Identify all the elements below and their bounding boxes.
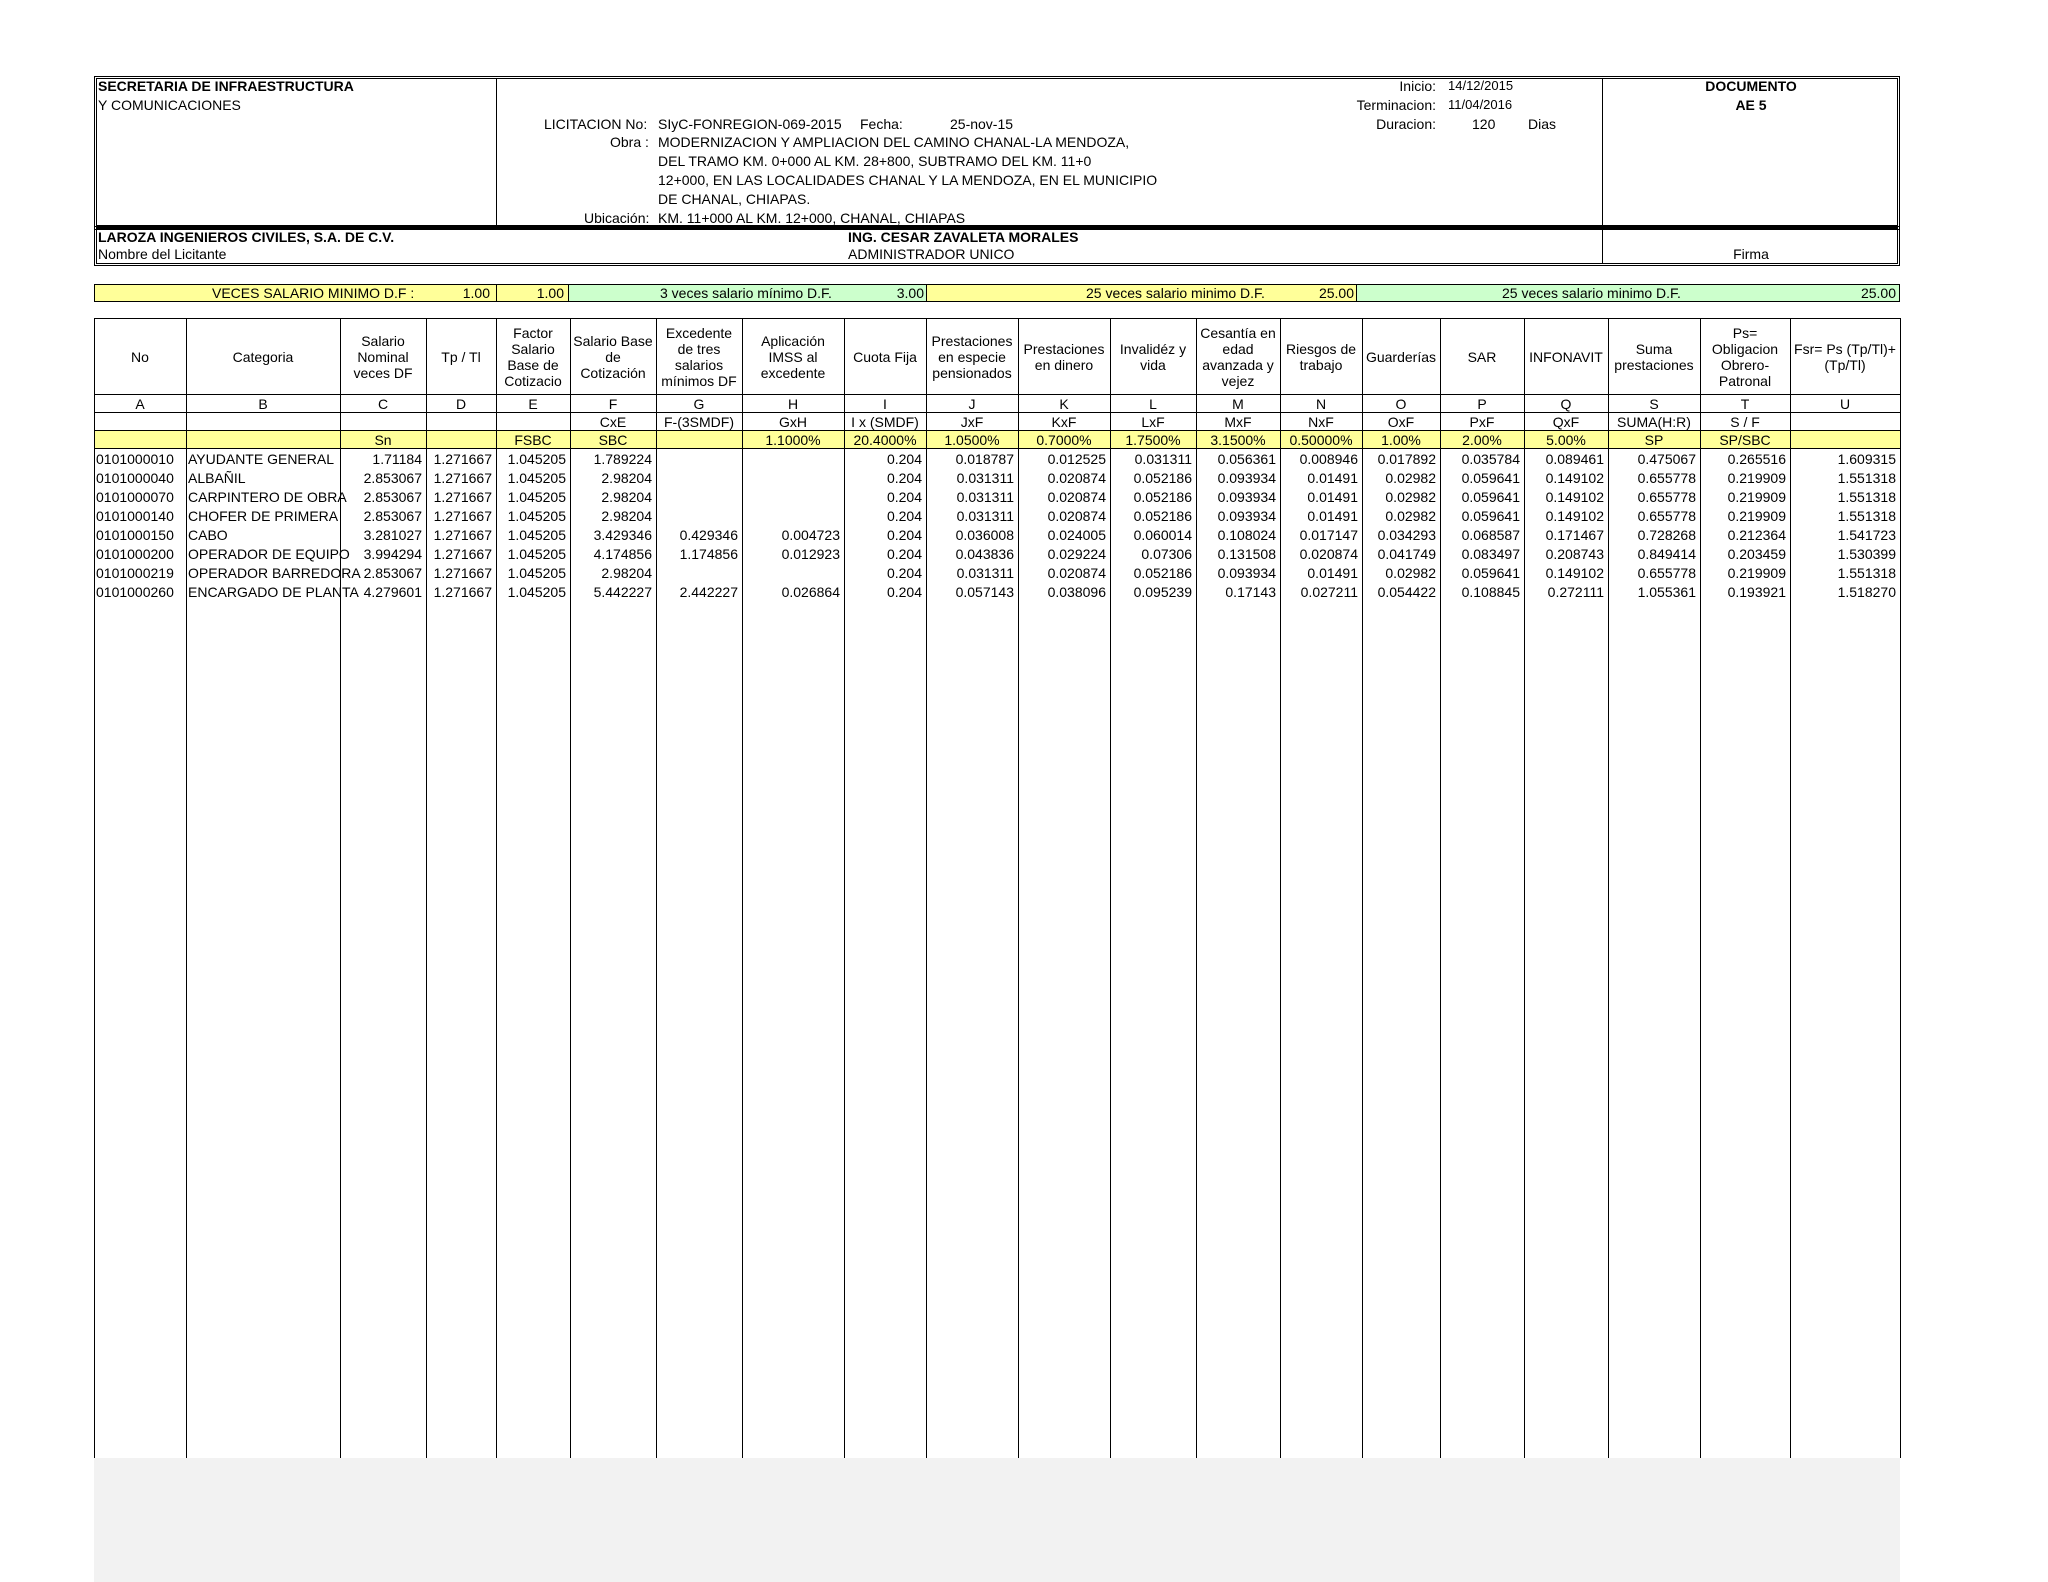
column-letter: S	[1649, 396, 1659, 412]
row-value: 0.031311	[956, 489, 1014, 505]
row-value: 1.518270	[1837, 584, 1896, 600]
row-value: 0.108024	[1217, 527, 1276, 543]
representative-title: ADMINISTRADOR UNICO	[848, 246, 1015, 262]
row-value: 0.093934	[1217, 489, 1276, 505]
row-value: 0.089461	[1545, 451, 1604, 467]
row-value: 0.149102	[1545, 470, 1604, 486]
column-formula: QxF	[1552, 414, 1580, 430]
org-title: SECRETARIA DE INFRAESTRUCTURA	[98, 78, 354, 94]
column-formula: GxH	[779, 414, 807, 430]
row-value: 0.052186	[1133, 508, 1192, 524]
column-letter: G	[693, 396, 705, 412]
row-category: CARPINTERO DE OBRA	[188, 489, 347, 505]
row-value: 3.994294	[363, 546, 422, 562]
row-value: 0.204	[886, 584, 922, 600]
row-value: 4.174856	[593, 546, 652, 562]
row-value: 1.045205	[507, 508, 566, 524]
row-value: 0.093934	[1217, 508, 1276, 524]
column-formula: OxF	[1387, 414, 1415, 430]
documento-label: DOCUMENTO	[1705, 78, 1797, 94]
row-value: 0.219909	[1727, 489, 1786, 505]
obra-line-4: DE CHANAL, CHIAPAS.	[658, 191, 811, 207]
row-value: 0.059641	[1461, 489, 1520, 505]
column-formula: CxE	[599, 414, 627, 430]
row-category: OPERADOR DE EQUIPO	[188, 546, 350, 562]
row-value: 0.054422	[1377, 584, 1436, 600]
row-value: 0.728268	[1637, 527, 1696, 543]
column-letter: T	[1740, 396, 1750, 412]
column-letter: H	[787, 396, 799, 412]
inicio-value: 14/12/2015	[1448, 78, 1514, 93]
column-rate: SP/SBC	[1719, 432, 1771, 448]
row-value: 1.271667	[433, 451, 492, 467]
row-value: 0.059641	[1461, 565, 1520, 581]
firma-label: Firma	[1733, 246, 1769, 262]
column-rate: FSBC	[514, 432, 552, 448]
column-rate: 1.0500%	[944, 432, 1000, 448]
row-value: 0.204	[886, 489, 922, 505]
column-formula: LxF	[1141, 414, 1165, 430]
row-value: 1.530399	[1837, 546, 1896, 562]
row-value: 0.052186	[1133, 489, 1192, 505]
row-line	[94, 318, 1900, 319]
row-value: 0.029224	[1047, 546, 1106, 562]
row-value: 0.093934	[1217, 470, 1276, 486]
column-letter: F	[608, 396, 618, 412]
column-rate: SBC	[598, 432, 628, 448]
row-value: 0.060014	[1133, 527, 1192, 543]
row-value: 3.281027	[363, 527, 422, 543]
row-value: 1.551318	[1837, 489, 1896, 505]
column-rate: 5.00%	[1546, 432, 1586, 448]
row-value: 0.017892	[1377, 451, 1436, 467]
duracion-unit: Dias	[1528, 116, 1557, 132]
org-subtitle: Y COMUNICACIONES	[98, 97, 241, 113]
row-value: 1.541723	[1837, 527, 1896, 543]
row-code: 0101000260	[96, 584, 174, 600]
row-value: 0.027211	[1300, 584, 1358, 600]
row-value: 1.271667	[433, 584, 492, 600]
row-value: 0.020874	[1047, 489, 1106, 505]
row-value: 0.056361	[1217, 451, 1276, 467]
row-value: 0.204	[886, 546, 922, 562]
column-header: SAR	[1467, 348, 1497, 365]
row-value: 2.98204	[601, 470, 652, 486]
row-value: 0.849414	[1637, 546, 1696, 562]
row-value: 1.609315	[1837, 451, 1896, 467]
column-letter: E	[528, 396, 538, 412]
duracion-value: 120	[1472, 116, 1496, 132]
row-value: 0.031311	[956, 470, 1014, 486]
row-value: 1.045205	[507, 584, 566, 600]
column-header: Tp / Tl	[441, 348, 481, 365]
row-value: 0.204	[886, 508, 922, 524]
column-formula: JxF	[960, 414, 984, 430]
row-value: 0.272111	[1547, 584, 1604, 600]
column-letter: Q	[1560, 396, 1572, 412]
row-category: CHOFER DE PRIMERA	[188, 508, 339, 524]
row-value: 0.024005	[1047, 527, 1106, 543]
row-value: 0.655778	[1637, 565, 1696, 581]
row-value: 0.212364	[1727, 527, 1786, 543]
column-header: Guarderías	[1365, 348, 1437, 365]
salary-seg1-v1: 1.00	[462, 285, 490, 301]
row-value: 1.045205	[507, 565, 566, 581]
row-value: 2.853067	[363, 470, 422, 486]
column-line	[1900, 318, 1901, 1458]
row-value: 0.057143	[955, 584, 1014, 600]
row-value: 0.204	[886, 470, 922, 486]
row-value: 1.551318	[1837, 565, 1896, 581]
row-value: 0.035784	[1461, 451, 1520, 467]
column-rate: 0.50000%	[1289, 432, 1353, 448]
row-value: 0.208743	[1545, 546, 1604, 562]
row-value: 0.038096	[1047, 584, 1106, 600]
row-value: 3.429346	[593, 527, 652, 543]
row-code: 0101000040	[96, 470, 174, 486]
row-category: OPERADOR BARREDORA	[188, 565, 361, 581]
column-rate: 20.4000%	[853, 432, 917, 448]
column-header: Ps= Obligacion Obrero- Patronal	[1711, 324, 1779, 389]
row-value: 0.204	[886, 451, 922, 467]
row-value: 0.083497	[1461, 546, 1520, 562]
row-value: 0.068587	[1461, 527, 1520, 543]
obra-line-2: DEL TRAMO KM. 0+000 AL KM. 28+800, SUBTRAMO DEL KM. 11+0	[658, 153, 1092, 169]
terminacion-label: Terminacion:	[1356, 97, 1436, 113]
column-line	[94, 318, 95, 1458]
row-code: 0101000150	[96, 527, 174, 543]
row-value: 1.271667	[433, 470, 492, 486]
row-value: 0.017147	[1299, 527, 1358, 543]
row-value: 1.045205	[507, 451, 566, 467]
row-value: 0.052186	[1133, 565, 1192, 581]
row-value: 0.020874	[1047, 508, 1106, 524]
column-rate: 1.7500%	[1125, 432, 1181, 448]
column-letter: D	[455, 396, 467, 412]
column-rate: 1.00%	[1381, 432, 1421, 448]
column-header: Excedente de tres salarios mínimos DF	[661, 324, 737, 389]
column-letter: C	[377, 396, 389, 412]
fecha-label: Fecha:	[860, 116, 903, 132]
column-letter: U	[1839, 396, 1851, 412]
row-value: 0.020874	[1047, 565, 1106, 581]
row-value: 2.98204	[601, 508, 652, 524]
column-formula: I x (SMDF)	[851, 414, 919, 430]
salary-seg3-value: 25.00	[1318, 285, 1354, 301]
column-letter: J	[968, 396, 976, 412]
column-header: Factor Salario Base de Cotizacio	[504, 324, 562, 389]
row-value: 0.095239	[1133, 584, 1192, 600]
duracion-label: Duracion:	[1376, 116, 1436, 132]
column-header: Prestaciones en especie pensionados	[931, 332, 1013, 381]
row-category: ALBAÑIL	[188, 470, 246, 486]
salary-seg2-label: 3 veces salario mínimo D.F.	[660, 285, 832, 301]
column-formula: SUMA(H:R)	[1617, 414, 1691, 430]
column-header: Salario Base de Cotización	[573, 332, 653, 381]
row-value: 0.012525	[1047, 451, 1106, 467]
salary-seg1-label: VECES SALARIO MINIMO D.F :	[212, 285, 415, 301]
row-value: 2.853067	[363, 489, 422, 505]
column-header: Fsr= Ps (Tp/Tl)+ (Tp/Tl)	[1794, 340, 1896, 373]
row-value: 1.045205	[507, 527, 566, 543]
row-code: 0101000070	[96, 489, 174, 505]
row-value: 0.131508	[1217, 546, 1276, 562]
column-header: Cesantía en edad avanzada y vejez	[1200, 324, 1276, 389]
row-value: 0.655778	[1637, 508, 1696, 524]
column-header: Categoria	[232, 348, 294, 365]
row-value: 0.034293	[1377, 527, 1436, 543]
row-value: 0.02982	[1385, 565, 1436, 581]
row-value: 0.149102	[1545, 508, 1604, 524]
row-value: 0.655778	[1637, 489, 1696, 505]
row-value: 2.98204	[601, 489, 652, 505]
column-rate: Sn	[374, 432, 392, 448]
row-value: 0.01491	[1307, 508, 1358, 524]
row-value: 1.045205	[507, 470, 566, 486]
column-letter: K	[1059, 396, 1069, 412]
row-value: 2.442227	[679, 584, 738, 600]
row-value: 2.853067	[363, 565, 422, 581]
column-letter: I	[883, 396, 887, 412]
row-value: 0.204	[886, 565, 922, 581]
representative-name: ING. CESAR ZAVALETA MORALES	[848, 229, 1079, 245]
row-value: 1.551318	[1837, 508, 1896, 524]
column-header: Invalidéz y vida	[1119, 340, 1187, 373]
row-value: 0.193921	[1727, 584, 1786, 600]
row-value: 1.271667	[433, 508, 492, 524]
row-value: 0.219909	[1727, 565, 1786, 581]
column-line	[186, 318, 187, 1458]
column-rate: 2.00%	[1462, 432, 1502, 448]
row-value: 0.149102	[1545, 565, 1604, 581]
row-value: 1.271667	[433, 565, 492, 581]
row-value: 0.004723	[781, 527, 840, 543]
row-value: 0.031311	[1134, 451, 1192, 467]
column-formula: S / F	[1730, 414, 1760, 430]
row-value: 0.036008	[955, 527, 1014, 543]
row-value: 0.07306	[1141, 546, 1192, 562]
row-value: 0.059641	[1461, 508, 1520, 524]
row-code: 0101000140	[96, 508, 174, 524]
row-category: AYUDANTE GENERAL	[188, 451, 334, 467]
row-value: 0.031311	[956, 565, 1014, 581]
row-value: 5.442227	[593, 584, 652, 600]
column-header: Cuota Fija	[853, 348, 917, 365]
row-value: 0.02982	[1385, 470, 1436, 486]
row-value: 1.174856	[679, 546, 738, 562]
row-value: 0.012923	[781, 546, 840, 562]
column-letter: O	[1395, 396, 1407, 412]
column-formula: F-(3SMDF)	[664, 414, 734, 430]
row-value: 0.02982	[1385, 508, 1436, 524]
inicio-label: Inicio:	[1399, 78, 1436, 94]
column-rate: SP	[1644, 432, 1664, 448]
column-formula: PxF	[1469, 414, 1495, 430]
column-letter: B	[258, 396, 268, 412]
row-category: ENCARGADO DE PLANTA	[188, 584, 359, 600]
row-value: 0.052186	[1133, 470, 1192, 486]
column-letter: L	[1149, 396, 1157, 412]
ubicacion-value: KM. 11+000 AL KM. 12+000, CHANAL, CHIAPAS	[658, 210, 966, 226]
row-value: 1.045205	[507, 546, 566, 562]
row-value: 0.171467	[1545, 527, 1604, 543]
row-value: 0.203459	[1727, 546, 1786, 562]
column-rate: 3.1500%	[1210, 432, 1266, 448]
column-header: Suma prestaciones	[1614, 340, 1694, 373]
row-value: 0.031311	[956, 508, 1014, 524]
row-value: 0.02982	[1385, 489, 1436, 505]
salary-seg4-label: 25 veces salario minimo D.F.	[1502, 285, 1681, 301]
column-header: Prestaciones en dinero	[1023, 340, 1105, 373]
row-value: 1.271667	[433, 546, 492, 562]
row-value: 0.108845	[1461, 584, 1520, 600]
row-value: 0.01491	[1307, 470, 1358, 486]
row-value: 1.551318	[1837, 470, 1896, 486]
row-value: 1.71184	[372, 451, 422, 467]
row-value: 0.018787	[955, 451, 1014, 467]
row-value: 0.020874	[1299, 546, 1358, 562]
salary-seg3-label: 25 veces salario minimo D.F.	[1086, 285, 1265, 301]
terminacion-value: 11/04/2016	[1448, 97, 1513, 112]
documento-value: AE 5	[1735, 97, 1767, 113]
row-value: 1.271667	[433, 489, 492, 505]
row-value: 0.429346	[679, 527, 738, 543]
salary-seg2-value: 3.00	[896, 285, 924, 301]
licitante-label: Nombre del Licitante	[98, 246, 227, 262]
row-value: 2.98204	[601, 565, 652, 581]
row-value: 1.271667	[433, 527, 492, 543]
row-value: 1.789224	[593, 451, 652, 467]
row-value: 0.265516	[1727, 451, 1786, 467]
row-code: 0101000219	[96, 565, 174, 581]
fecha-value: 25-nov-15	[950, 116, 1014, 132]
row-value: 0.204	[886, 527, 922, 543]
row-value: 1.055361	[1637, 584, 1696, 600]
row-value: 0.219909	[1727, 470, 1786, 486]
column-header: Salario Nominal veces DF	[353, 332, 413, 381]
row-value: 1.045205	[507, 489, 566, 505]
column-letter: P	[1477, 396, 1487, 412]
row-value: 0.026864	[781, 584, 840, 600]
obra-label: Obra :	[610, 134, 649, 150]
row-value: 0.041749	[1377, 546, 1436, 562]
column-letter: M	[1232, 396, 1244, 412]
column-letter: N	[1315, 396, 1327, 412]
row-category: CABO	[188, 527, 228, 543]
row-value: 0.01491	[1307, 565, 1358, 581]
column-header: Aplicación IMSS al excedente	[760, 332, 826, 381]
row-value: 0.149102	[1545, 489, 1604, 505]
column-letter: A	[135, 396, 145, 412]
row-value: 0.17143	[1225, 584, 1276, 600]
row-code: 0101000010	[96, 451, 174, 467]
column-header: No	[131, 348, 149, 365]
row-value: 0.219909	[1727, 508, 1786, 524]
column-line	[742, 318, 743, 1458]
column-header: Riesgos de trabajo	[1285, 340, 1357, 373]
column-rate: 0.7000%	[1036, 432, 1092, 448]
row-value: 0.020874	[1047, 470, 1106, 486]
row-value: 0.008946	[1299, 451, 1358, 467]
row-value: 2.853067	[363, 508, 422, 524]
row-value: 0.043836	[955, 546, 1014, 562]
obra-line-3: 12+000, EN LAS LOCALIDADES CHANAL Y LA MENDOZA, EN EL MUNICIPIO	[658, 172, 1158, 188]
column-header: INFONAVIT	[1529, 348, 1603, 365]
obra-line-1: MODERNIZACION Y AMPLIACION DEL CAMINO CHANAL-LA MENDOZA,	[658, 134, 1130, 150]
salary-seg1-v2: 1.00	[536, 285, 564, 301]
licitante-name: LAROZA INGENIEROS CIVILES, S.A. DE C.V.	[98, 229, 395, 245]
column-formula: KxF	[1051, 414, 1077, 430]
salary-seg4-value: 25.00	[1860, 285, 1896, 301]
row-value: 0.475067	[1637, 451, 1696, 467]
row-value: 0.093934	[1217, 565, 1276, 581]
row-value: 4.279601	[363, 584, 422, 600]
licitacion-label: LICITACION No:	[544, 116, 648, 132]
row-value: 0.655778	[1637, 470, 1696, 486]
licitacion-value: SIyC-FONREGION-069-2015	[658, 116, 842, 132]
ubicacion-label: Ubicación:	[584, 210, 650, 226]
column-formula: NxF	[1308, 414, 1334, 430]
column-formula: MxF	[1224, 414, 1252, 430]
row-value: 0.059641	[1461, 470, 1520, 486]
column-line	[656, 318, 657, 1458]
row-code: 0101000200	[96, 546, 174, 562]
row-value: 0.01491	[1307, 489, 1358, 505]
column-rate: 1.1000%	[765, 432, 821, 448]
